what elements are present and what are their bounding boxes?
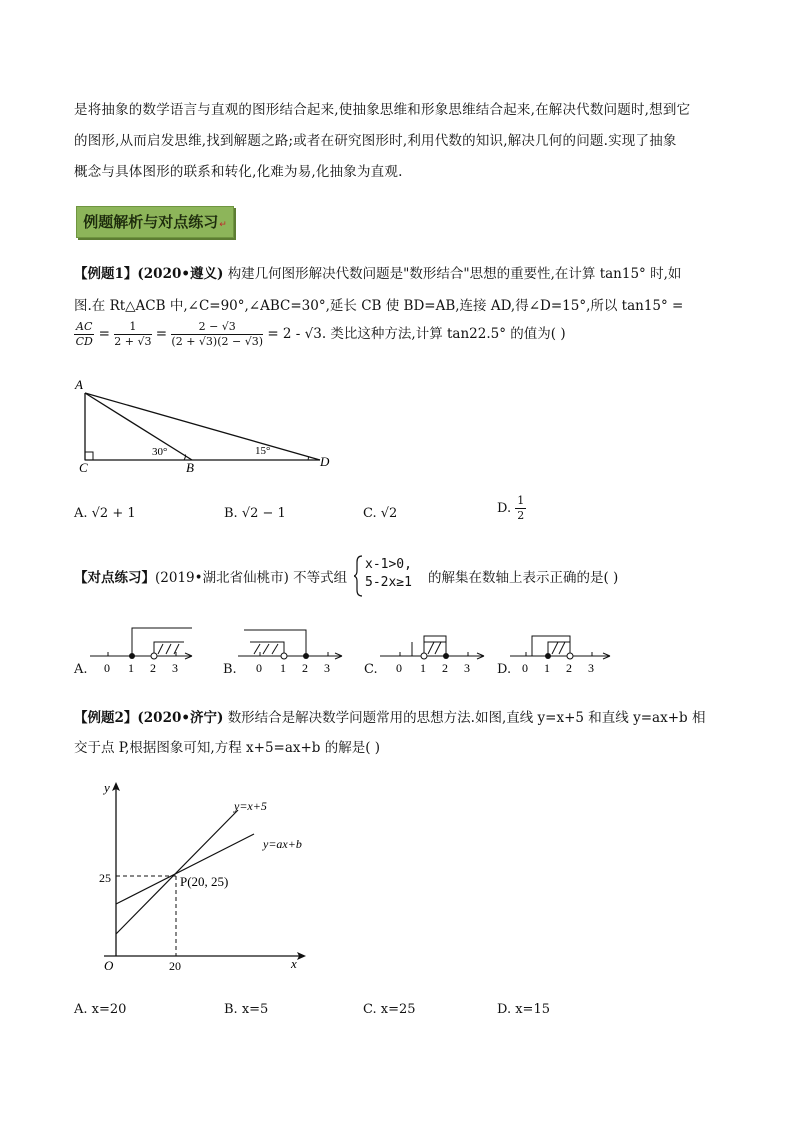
example1-option-a[interactable]: A. √2 + 1 [74, 506, 136, 521]
fraction-ac-cd: $\frac{AC}{CD}$ [75, 320, 93, 348]
number-line-a[interactable] [88, 620, 200, 676]
number-line-d[interactable] [508, 620, 616, 676]
svg-text:3: 3 [588, 661, 594, 675]
practice-text-after: 的解集在数轴上表示正确的是( ) [428, 570, 619, 586]
example1-text-3: = 2 - √3. 类比这种方法,计算 tan22.5° 的值为( ) [267, 326, 566, 342]
svg-text:2: 2 [566, 661, 572, 675]
example1-line-1 [74, 262, 681, 282]
example1-source: (2020•遵义) [137, 266, 224, 282]
example1-text-2: 图.在 Rt△ACB 中,∠C=90°,∠ABC=30°,延长 CB 使 BD=AB,连接 AD,得∠D=15°,所以 tan15° = [74, 298, 684, 314]
x-axis-label: x [291, 956, 297, 971]
svg-text:1: 1 [280, 661, 286, 675]
example1-option-c[interactable]: C. √2 [363, 506, 398, 521]
example2-option-b[interactable]: B. x=5 [224, 1002, 269, 1017]
inequality-2: 5-2x≥1 [365, 575, 412, 590]
svg-text:0: 0 [522, 661, 528, 675]
number-line-c[interactable] [378, 620, 490, 676]
point-p-label: P(20, 25) [180, 874, 229, 889]
svg-text:2: 2 [442, 661, 448, 675]
example2-line-2: 交于点 P,根据图象可知,方程 x+5=ax+b 的解是( ) [74, 740, 381, 756]
example1-option-b[interactable]: B. √2 − 1 [224, 506, 286, 521]
svg-text:3: 3 [324, 661, 330, 675]
section-badge-label: 例题解析与对点练习 [83, 213, 219, 231]
intro-paragraph [74, 95, 724, 188]
number-line-b[interactable] [236, 620, 348, 676]
label-a: A [75, 377, 83, 392]
example1-option-d[interactable]: D. $\frac{1}{2}$ [497, 494, 525, 522]
line-ax-plus-b-label: y=ax+b [263, 837, 302, 851]
line-x-plus-5-label: y=x+5 [234, 799, 267, 813]
practice-text-before: 不等式组 [293, 570, 348, 586]
intro-line-1: 是将抽象的数学语言与直观的图形结合起来,使抽象思维和形象思维结合起来,在解决代数问题时,想到它 [74, 102, 691, 118]
practice-option-d-label[interactable]: D. [497, 662, 512, 677]
svg-text:2: 2 [302, 661, 308, 675]
svg-text:0: 0 [104, 661, 110, 675]
svg-text:1: 1 [544, 661, 550, 675]
x-tick-20: 20 [169, 959, 181, 973]
intro-line-2: 的图形,从而启发思维,找到解题之路;或者在研究图形时,利用代数的知识,解决几何的问题.实现了抽象 [74, 133, 677, 149]
svg-text:2: 2 [150, 661, 156, 675]
lines-graph-figure [96, 778, 326, 974]
practice-option-b-label[interactable]: B. [223, 662, 237, 677]
example1-text-1: 构建几何图形解决代数问题是"数形结合"思想的重要性,在计算 tan15° 时,如 [227, 266, 682, 282]
practice-line [74, 566, 347, 586]
practice-option-c-label[interactable]: C. [364, 662, 378, 677]
fraction-1-over-2-plus-root3: $\frac{1}{2 + √3}$ [114, 320, 152, 348]
svg-text:1: 1 [128, 661, 134, 675]
svg-text:3: 3 [172, 661, 178, 675]
svg-text:0: 0 [256, 661, 262, 675]
example2-tag: 【例题2】 [74, 710, 138, 726]
angle-30-label: 30° [152, 446, 168, 458]
svg-text:0: 0 [396, 661, 402, 675]
intro-line-3: 概念与具体图形的联系和转化,化难为易,化抽象为直观. [74, 164, 403, 180]
angle-15-label: 15° [255, 445, 271, 457]
label-d: D [320, 454, 330, 469]
example2-line-1 [74, 706, 705, 726]
origin-label: O [104, 958, 114, 973]
example2-text-1: 数形结合是解决数学问题常用的思想方法.如图,直线 y=x+5 和直线 y=ax+b 相 [227, 710, 706, 726]
inequality-1: x-1>0, [365, 557, 412, 572]
practice-tag: 【对点练习】 [74, 570, 155, 586]
svg-text:1: 1 [420, 661, 426, 675]
triangle-figure [72, 376, 342, 472]
section-badge [76, 206, 234, 238]
example2-source: (2020•济宁) [137, 710, 224, 726]
inequality-system [365, 556, 412, 592]
label-c: C [79, 460, 88, 472]
system-brace-icon [354, 554, 364, 598]
y-tick-25: 25 [99, 871, 111, 885]
practice-option-a-label[interactable]: A. [74, 662, 88, 677]
label-b: B [186, 460, 194, 472]
example2-option-c[interactable]: C. x=25 [363, 1002, 416, 1017]
example1-tag: 【例题1】 [74, 266, 138, 282]
example2-option-d[interactable]: D. x=15 [497, 1002, 550, 1017]
example1-line-2 [74, 294, 683, 314]
svg-text:3: 3 [464, 661, 470, 675]
fraction-rationalized: $\frac{2 - √3}{(2 + √3)(2 - √3)}$ [171, 320, 264, 348]
example2-option-a[interactable]: A. x=20 [74, 1002, 127, 1017]
practice-source: (2019•湖北省仙桃市) [155, 570, 289, 586]
example1-formula-line: $\frac{AC}{CD}$ = $\frac{1}{2 + √3}$ = $\frac{2 - √3}{(2 + √3)(2 - √3)}$ = 2 - √3. 类比这种方法,计算 tan22.5° 的值为( ) [75, 320, 566, 348]
return-mark-icon: ↵ [219, 220, 227, 230]
y-axis-label: y [104, 780, 110, 795]
option-d-fraction: $\frac{1}{2}$ [517, 494, 525, 522]
